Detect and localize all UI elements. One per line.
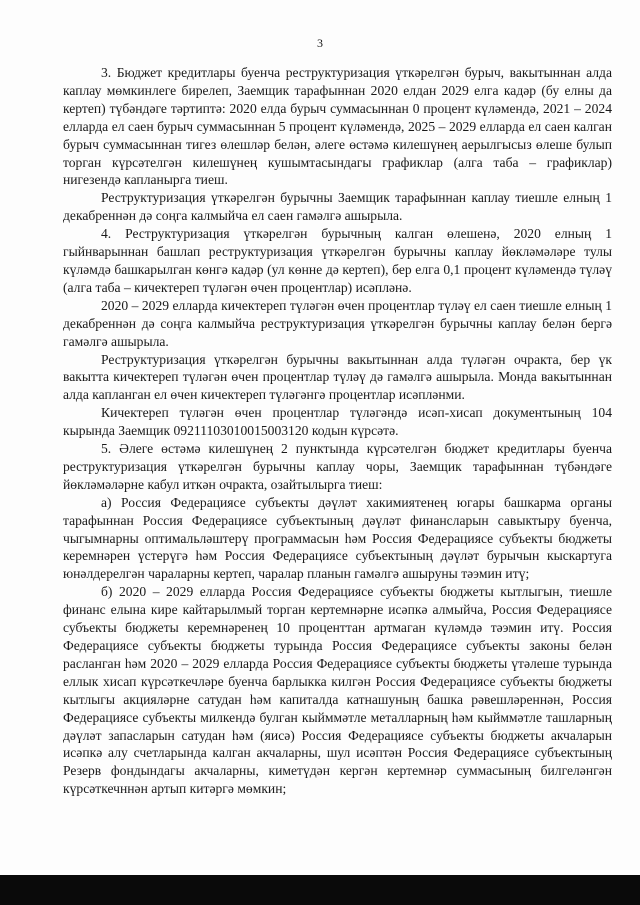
scan-edge-bar [0, 875, 640, 905]
paragraph-5-extension-conditions: 5. Әлеге өстәмә килешүнең 2 пунктында күрсәтелгән бюджет кредитлары буенча реструктуризация үткәрелгән бурычны каплау чоры, Заемщик тарафыннан түбәндәге йөкләмәләрне кабул иткән очракта, озайтылырга тиеш: [63, 441, 612, 492]
paragraph-annual-repayment-deadline: Реструктуризация үткәрелгән бурычны Заемщик тарафыннан каплау тиешле елның 1 декабреннән дә соңга калмыйча ел саен гамәлгә ашырыла. [63, 190, 612, 224]
paragraph-early-repayment: Реструктуризация үткәрелгән бурычны вакытыннан алда түләгән очракта, бер үк вакытта кичектереп түләгән өчен процентлар түләү дә гамәлгә ашырыла. Монда вакытыннан алда капланган ел өчен кичектереп түләгәнгә процентлар исәпләнми. [63, 351, 612, 403]
paragraph-4-deferred-interest: 4. Реструктуризация үткәрелгән бурычның калган өлешенә, 2020 елның 1 гыйнварыннан башлап реструктуризация үткәрелгән бурычны каплау йөкләмәләре тулы күләмдә башкарылган көнгә кадәр (ул көнне дә кертеп), бер елга 0,1 процент күләмендә түләү (алга таба – кичектереп түләгән өчен процентлар) исәпләнә. [63, 226, 612, 295]
paragraph-3-repayment-schedule: 3. Бюджет кредитлары буенча реструктуризация үткәрелгән бурыч, вакытыннан алда каплау мөмкинлеге бирелеп, Заемщик тарафыннан 2020 елдан 2029 елга кадәр (бу елны да кертеп) түбәндәге тәртиптә: 2020 елда бурыч суммасыннан 0 процент күләмендә, 2021 – 2024 елларда ел саен бурыч суммасыннан 5 процент күләмендә, 2025 – 2029 елларда ел саен калган бурыч суммасыннан тигез өлешләр белән, әлеге өстәмә килешүнең аерылгысыз өлеше булып торган күрсәтелгән килешүнең кушымтасындагы графиклар (алга таба – графиклар) нигезендә капланырга тиеш. [63, 65, 612, 188]
paragraph-deferred-interest-payment: 2020 – 2029 елларда кичектереп түләгән өчен процентлар түләү ел саен тиешле елның 1 декабреннән дә соңга калмыйча реструктуризация үткәрелгән бурычны каплау белән бергә гамәлгә ашырыла. [63, 297, 612, 349]
paragraph-5a-recovery-plan: а) Россия Федерациясе субъекты дәүләт хакимиятенең югары башкарма органы тарафыннан Россия Федерациясе субъектының дәүләт финансларын савыктыру буенча, чыгымнарны оптимальләштерү программасын һәм Россия Федерациясе субъекты бюджеты керемнәрен үстерүгә һәм Россия Федерациясе субъектының дәүләт бурычын кыскартуга юнәлдерелгән чараларны кертеп, чаралар планын гамәлгә ашыруны тәэмин итү; [63, 494, 612, 582]
paragraph-5b-budget-deficit: б) 2020 – 2029 елларда Россия Федерациясе субъекты бюджеты кытлыгын, тиешле финанс елына кире кайтарылмый торган кертемнәрне исәпкә алмыйча, Россия Федерациясе субъекты бюджеты керемнәренең 10 проценттан артмаган күләмдә тәэмин итү. Россия Федерациясе субъекты бюджеты турында Россия Федерациясе субъекты законы белән расланган һәм 2020 – 2029 елларда Россия Федерациясе субъекты бюджеты үтәлеше турында еллык хисап күрсәткечләре буенча барлыкка килгән Россия Федерациясе субъекты бюджеты кытлыгы акцияләрне сатудан һәм капиталда катнашуның башка рәвешләреннән, Россия Федерациясе субъекты милкендә булган кыйммәтле металларның һәм кыйммәтле ташларның дәүләт запасларын сатудан һәм (яисә) Россия Федерациясе субъекты бюджеты акчаларын исәпкә алу счетларында калган акчаларны, шул исәптән Россия Федерациясе субъектының Резерв фондындагы акчаларны, киметүдән кергән кертемнәр суммасының билгеләнгән күрсәткечннән артып китәргә мөмкин; [63, 584, 612, 797]
page-number: 3 [317, 36, 323, 50]
paragraph-payment-code: Кичектереп түләгән өчен процентлар түләгәндә исәп-хисап документының 104 кырында Заемщик 09211103010015003120 кодын күрсәтә. [63, 405, 612, 439]
document-body [63, 64, 612, 798]
